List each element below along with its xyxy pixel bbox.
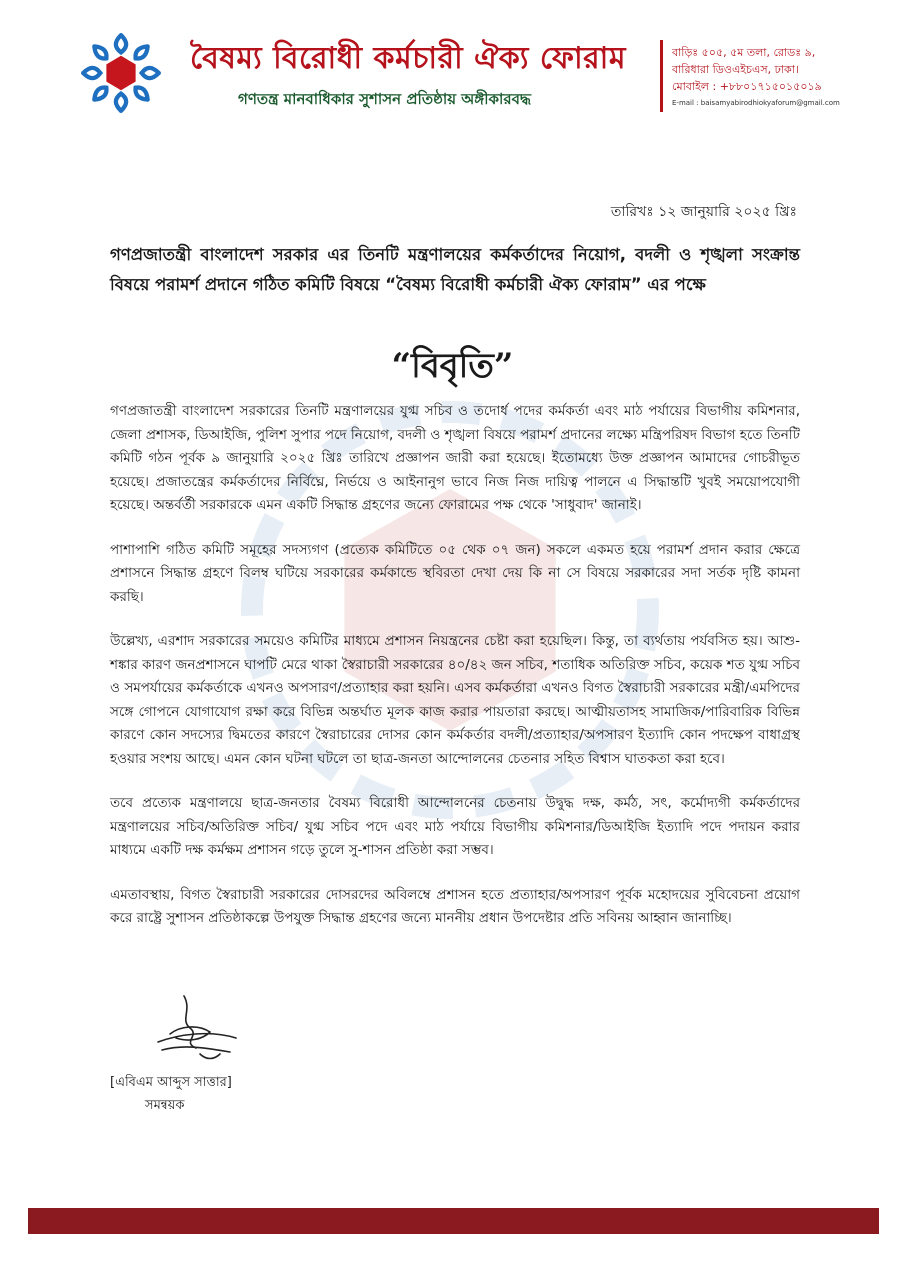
contact-block bbox=[672, 44, 872, 107]
paragraph: গণপ্রজাতন্ত্রী বাংলাদেশ সরকারের তিনটি মন্ত্রণালয়ের যুগ্ম সচিব ও তদোর্ধ পদের কর্মকর্তা এবং মাঠ পর্যায়ের বিভাগীয় কমিশনার, জেলা প্রশাসক, ডিআইজি, পুলিশ সুপার পদে নিয়োগ, বদলী ও শৃঙ্খলা বিষয়ে পরামর্শ প্রদানের লক্ষ্যে মন্ত্রিপরিষদ বিভাগ হতে তিনটি কমিটি গঠন পূর্বক ৯ জানুয়ারি ২০২৫ খ্রিঃ তারিখে প্রজ্ঞাপন জারী করা হয়েছে। ইতোমধ্যে উক্ত প্রজ্ঞাপন আমাদের গোচরীভূত হয়েছে। প্রজাতন্ত্রের কর্মকর্তাদের নির্বিঘ্নে, নির্ভয়ে ও আইনানুগ ভাবে নিজ নিজ দায়িত্ব পালনে এ সিদ্ধান্তটি খুবই সময়োপযোগী হয়েছে। অন্তর্বর্তী সরকারকে এমন একটি সিদ্ধান্ত গ্রহণের জন্যে ফোরামের পক্ষ থেকে 'সাধুবাদ' জানাই। bbox=[110, 403, 800, 513]
statement-body bbox=[110, 400, 800, 952]
paragraph: এমতাবস্থায়, বিগত স্বৈরাচারী সরকারের দোসরদের অবিলম্বে প্রশাসন হতে প্রত্যাহার/অপসারণ পূর্বক মহোদয়ের সুবিবেচনা প্রয়োগ করে রাষ্ট্রে সুশাসন প্রতিষ্ঠাকল্পে উপযুক্ত সিদ্ধান্ত গ্রহণের জন্যে মাননীয় প্রধান উপদেষ্টার প্রতি সবিনয় আহ্বান জানাচ্ছি। bbox=[110, 886, 800, 926]
handwritten-signature-icon bbox=[140, 990, 250, 1070]
paragraph: তবে প্রত্যেক মন্ত্রণালয়ে ছাত্র-জনতার বৈষম্য বিরোধী আন্দোলনের চেতনায় উদ্বুদ্ধ দক্ষ, কর্মঠ, সৎ, কর্মোদ্যগী কর্মকর্তাদের মন্ত্রণালয়ের সচিব/অতিরিক্ত সচিব/ যুগ্ম সচিব পদে এবং মাঠ পর্যায়ে বিভাগীয় কমিশনার/ডিআইজি ইত্যাদি পদে পদায়ন করার মাধ্যমে একটি দক্ষ কর্মক্ষম প্রশাসন গড়ে তুলে সু-শাসন প্রতিষ্ঠা করা সম্ভব। bbox=[110, 795, 800, 858]
signatory-role: সমন্বয়ক bbox=[145, 1098, 185, 1113]
document-subject: গণপ্রজাতন্ত্রী বাংলাদেশ সরকার এর তিনটি মন্ত্রণালয়ের কর্মকর্তাদের নিয়োগ, বদলী ও শৃঙ্খলা সংক্রান্ত বিষয়ে পরামর্শ প্রদানে গঠিত কমিটি বিষয়ে “বৈষম্য বিরোধী কর্মচারী ঐক্য ফোরাম” এর পক্ষে bbox=[110, 245, 800, 294]
email-address: E-mail : baisamyabirodhiokyaforum@gmail.com bbox=[672, 99, 840, 107]
document-date: তারিখঃ ১২ জানুয়ারি ২০২৫ খ্রিঃ bbox=[610, 204, 797, 220]
paragraph: পাশাপাশি গঠিত কমিটি সমূহের সদস্যগণ (প্রত্যেক কমিটিতে ০৫ থেক ০৭ জন) সকলে একমত হয়ে পরামর্শ প্রদান করার ক্ষেত্রে প্রশাসনে সিদ্ধান্ত গ্রহণে বিলম্ব ঘটিয়ে সরকারের কর্মকান্ডে স্থবিরতা দেখা দেয় কি না সে বিষয়ে সরকারের সদা সর্তক দৃষ্টি কামনা করছি। bbox=[110, 541, 800, 605]
forum-logo-icon bbox=[78, 30, 164, 116]
footer-bar bbox=[28, 1208, 879, 1234]
paragraph: উল্লেখ্য, এরশাদ সরকারের সময়েও কমিটির মাধ্যমে প্রশাসন নিয়ন্ত্রনের চেষ্টা করা হয়েছিল। কিন্তু, তা ব্যর্থতায় পর্যবসিত হয়। আশু-শঙ্কার কারণ জনপ্রশাসনে ঘাপটি মেরে থাকা স্বৈরাচারী সরকারের ৪০/৪২ জন সচিব, শতাধিক অতিরিক্ত সচিব, কয়েক শত যুগ্ম সচিব ও সমপর্যায়ের কর্মকর্তাকে এখনও অপসারণ/প্রত্যাহার করা হয়নি। এসব কর্মকর্তারা এখনও বিগত স্বৈরাচারী সরকারের মন্ত্রী/এমপিদের সঙ্গে গোপনে যোগাযোগ রক্ষা করে বিভিন্ন অন্তর্ঘাত মূলক কাজ করার পায়তারা করছে। আত্মীয়তাসহ সামাজিক/পারিবারিক বিভিন্ন কারণে কোন সদস্যের দ্বিমতের কারণে স্বৈরাচারের দোসর কোন কর্মকর্তার বদলী/প্রত্যাহার/অপসারণ ইত্যাদি কোন পদক্ষেপ বাধাগ্রস্থ হওয়ার সংশয় আছে। এমন কোন ঘটনা ঘটলে তা ছাত্র-জনতা আন্দোলনের চেতনার সহিত বিশ্বাস ঘাতকতা করা হবে। bbox=[110, 633, 800, 767]
statement-title: “বিবৃতি” bbox=[391, 346, 514, 386]
signatory-name: [এবিএম আব্দুস সাত্তার] bbox=[110, 1075, 232, 1090]
header-divider bbox=[660, 40, 663, 112]
phone-number: মোবাইল : +৮৮০১৭১৫০১৫০১৯ bbox=[672, 80, 822, 93]
organization-tagline: গণতন্ত্র মানবাধিকার সুশাসন প্রতিষ্ঠায় অঙ্গীকারবদ্ধ bbox=[238, 90, 531, 108]
address-line-1: বাড়িঃ ৫০৫, ৫ম তলা, রোডঃ ৯, bbox=[672, 46, 816, 59]
address-line-2: বারিধারা ডিওএইচএস, ঢাকা। bbox=[672, 63, 799, 76]
organization-name: বৈষম্য বিরোধী কর্মচারী ঐক্য ফোরাম bbox=[190, 41, 627, 76]
